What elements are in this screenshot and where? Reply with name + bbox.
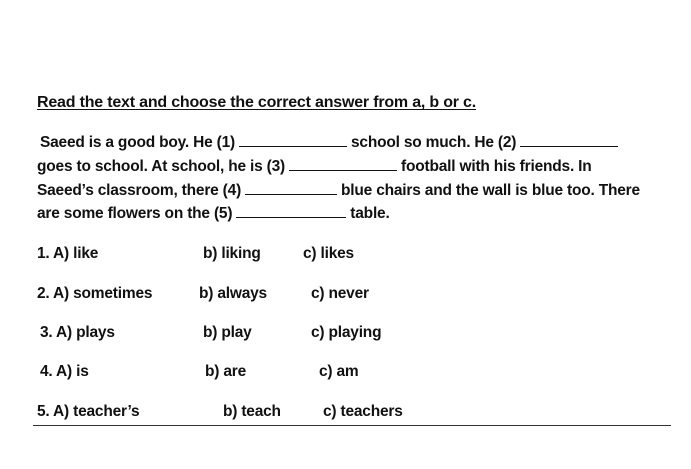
passage-line-3 xyxy=(37,182,640,200)
passage-line-2 xyxy=(37,158,592,176)
passage-line-1 xyxy=(40,134,622,152)
passage-line-4-text-b: table. xyxy=(350,205,390,222)
question-1-option-a[interactable]: 1. A) like xyxy=(37,245,99,262)
question-3-option-a[interactable]: 3. A) plays xyxy=(40,324,115,341)
question-4-option-a[interactable]: 4. A) is xyxy=(40,363,89,380)
question-2-option-a[interactable]: 2. A) sometimes xyxy=(37,285,153,302)
passage-line-3-text-a: Saeed’s classroom, there (4) xyxy=(37,182,242,199)
bottom-divider xyxy=(33,425,671,426)
passage-line-1-text-b: school so much. He (2) xyxy=(351,134,517,151)
question-5-option-c[interactable]: c) teachers xyxy=(323,403,403,420)
question-4-option-c[interactable]: c) am xyxy=(319,363,359,380)
question-2-option-b[interactable]: b) always xyxy=(199,285,267,302)
question-3-option-c[interactable]: c) playing xyxy=(311,324,382,341)
passage-line-4 xyxy=(37,205,390,223)
question-4-option-b[interactable]: b) are xyxy=(205,363,247,380)
passage-line-1-text-a: Saeed is a good boy. He (1) xyxy=(40,134,235,151)
instruction-heading: Read the text and choose the correct answer from a, b or c. xyxy=(37,94,476,111)
blank-3[interactable] xyxy=(289,169,397,171)
passage-line-2-text-a: goes to school. At school, he is (3) xyxy=(37,158,286,175)
blank-5[interactable] xyxy=(236,216,346,218)
question-5-option-a[interactable]: 5. A) teacher’s xyxy=(37,403,140,420)
question-3-option-b[interactable]: b) play xyxy=(203,324,252,341)
blank-1[interactable] xyxy=(239,145,347,147)
blank-4[interactable] xyxy=(245,193,337,195)
question-2-option-c[interactable]: c) never xyxy=(311,285,369,302)
question-1-option-b[interactable]: b) liking xyxy=(203,245,261,262)
passage-line-3-text-b: blue chairs and the wall is blue too. There xyxy=(341,182,640,199)
question-5-option-b[interactable]: b) teach xyxy=(223,403,281,420)
passage-line-4-text-a: are some flowers on the (5) xyxy=(37,205,233,222)
blank-2[interactable] xyxy=(520,145,618,147)
question-1-option-c[interactable]: c) likes xyxy=(303,245,354,262)
passage-line-2-text-b: football with his friends. In xyxy=(401,158,592,175)
